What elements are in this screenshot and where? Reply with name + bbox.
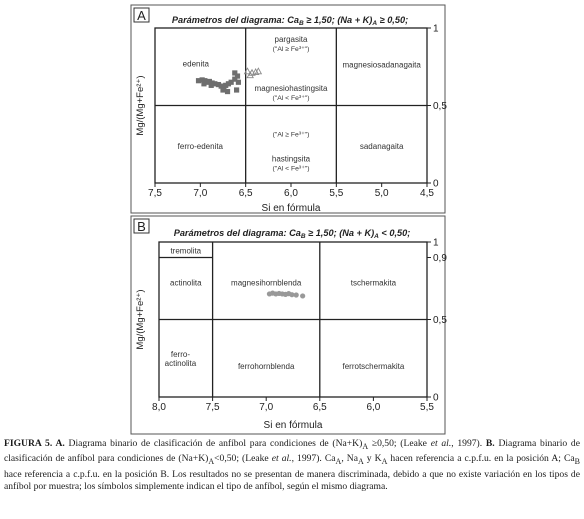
caption-text: Diagrama binario de clasificación de anfíbol para condiciones de (Na+K) [64,438,363,449]
data-point-circle [300,293,305,298]
caption-text: y K [363,453,382,465]
data-point-circle [294,292,299,297]
field-label: ("Al ≥ Fe³⁺") [272,46,310,53]
x-tick-label: 5,5 [420,402,434,413]
panel-a-letter: A [137,8,146,23]
caption-text: ≥0,50; (Leake [368,438,431,449]
x-axis-label: Si en fórmula [263,420,323,431]
field-label: actinolita [170,278,202,288]
x-axis-label: Si en fórmula [261,203,321,214]
x-tick-label: 6,0 [284,188,298,199]
field-label: ferro-edenita [177,141,224,151]
data-point-square [234,87,239,92]
panel-b-title-suffix: < 0,50; [378,228,411,238]
field-label: ("Al < Fe³⁺") [272,94,310,102]
panel-b-title-mid: ≥ 1,50; (Na + K) [305,228,375,238]
panel-a-title-prefix: Parámetros del diagrama: Ca [171,15,300,25]
panel-b-title-prefix: Parámetros del diagrama: Ca [173,228,301,238]
figure-caption [4,438,580,493]
x-tick-label: 5,0 [374,188,389,199]
caption-text: , 1997). [451,438,486,449]
panel-b-title-sub1: B [300,233,306,240]
panel-a-title-suffix: ≥ 0,50; [377,15,409,25]
caption-text: hacen referencia a c.p.f.u. en la posición A; Ca [387,453,575,465]
panel-a-plot [135,24,447,215]
field-label: ferro- [170,349,191,359]
y-tick-label: 1 [433,237,439,249]
x-tick-label: 4,5 [420,188,434,199]
caption-label-b: B. [485,438,495,449]
field-label: magnesihornblenda [231,278,302,288]
field-label: ("Al < Fe³⁺") [272,165,310,173]
field-label: magnesiohastingsita [254,83,328,93]
y-axis-label: Mg/(Mg+Fe²⁺) [135,289,146,350]
field-label: tremolita [170,246,202,256]
panel-a-title-mid: ≥ 1,50; (Na + K) [303,15,373,25]
field-label: pargasita [274,35,308,44]
field-label: hastingsita [271,154,311,164]
x-tick-label: 5,5 [329,188,344,199]
caption-sub: A [362,441,369,451]
field-label: edenita [182,59,209,69]
caption-text: , 1997). Ca [291,453,336,465]
caption-label-a: FIGURA 5. A. [4,438,65,449]
y-tick-label: 0,5 [433,101,447,112]
caption-sub: B [574,457,581,467]
field-label: sadanagaita [359,141,404,151]
y-tick-label: 0,9 [433,253,447,264]
x-tick-label: 6,0 [366,402,381,413]
caption-text: <0,50; (Leake [214,453,272,465]
panel-a-title-sub2: A [372,20,378,27]
data-point-square [236,80,241,85]
field-label: ferrohornblenda [237,362,295,371]
x-tick-label: 7,0 [193,188,208,199]
y-axis-label: Mg/(Mg+Fe²⁺) [135,75,146,136]
data-point-square [225,89,230,94]
panel-b-title-sub2: A [374,233,379,240]
x-tick-label: 7,5 [148,188,162,199]
caption-sub: A [381,457,388,467]
data-point-square [232,70,237,75]
caption-sub: A [357,457,364,467]
caption-sub: A [335,457,342,467]
data-point-square [201,81,206,86]
field-label: actinolita [164,358,197,368]
panel-b-letter: B [137,219,146,234]
y-tick-label: 0,5 [433,315,447,326]
caption-text: Diagrama binario de clasificación de anfíbol para condiciones de (Na+K) [4,438,580,465]
y-tick-label: 0 [433,392,439,404]
field-label: tschermakita [350,278,397,288]
field-label: magnesiosadanagaita [342,60,421,70]
x-tick-label: 6,5 [238,188,253,199]
x-tick-label: 8,0 [152,402,166,413]
x-tick-label: 6,5 [312,402,327,413]
data-point-square [220,87,225,92]
field-label: ferrotschermakita [342,362,405,371]
caption-citation: et al. [430,438,452,449]
field-label: ("Al ≥ Fe³⁺") [272,131,310,139]
caption-text: hace referencia a c.p.f.u. en la posición B. Los resultados no se presentan de manera discriminada, debido a que no existe variación en los tipos de anfíbol por muestra; los símbolos simplemente indican el tipo de anfíbol, según el mismo diagrama. [4,468,580,493]
panel-a-title-sub1: B [299,20,304,27]
panel-a-title [172,15,408,27]
x-tick-label: 7,0 [259,402,274,413]
caption-sub: A [208,457,215,467]
panel-b-plot [135,238,447,432]
panel-b-title [174,228,411,240]
data-point-square [209,83,214,88]
y-tick-label: 0 [433,178,439,190]
caption-citation: et al. [271,453,292,465]
caption-text: , Na [341,453,358,465]
y-tick-label: 1 [433,23,439,35]
x-tick-label: 7,5 [205,402,220,413]
